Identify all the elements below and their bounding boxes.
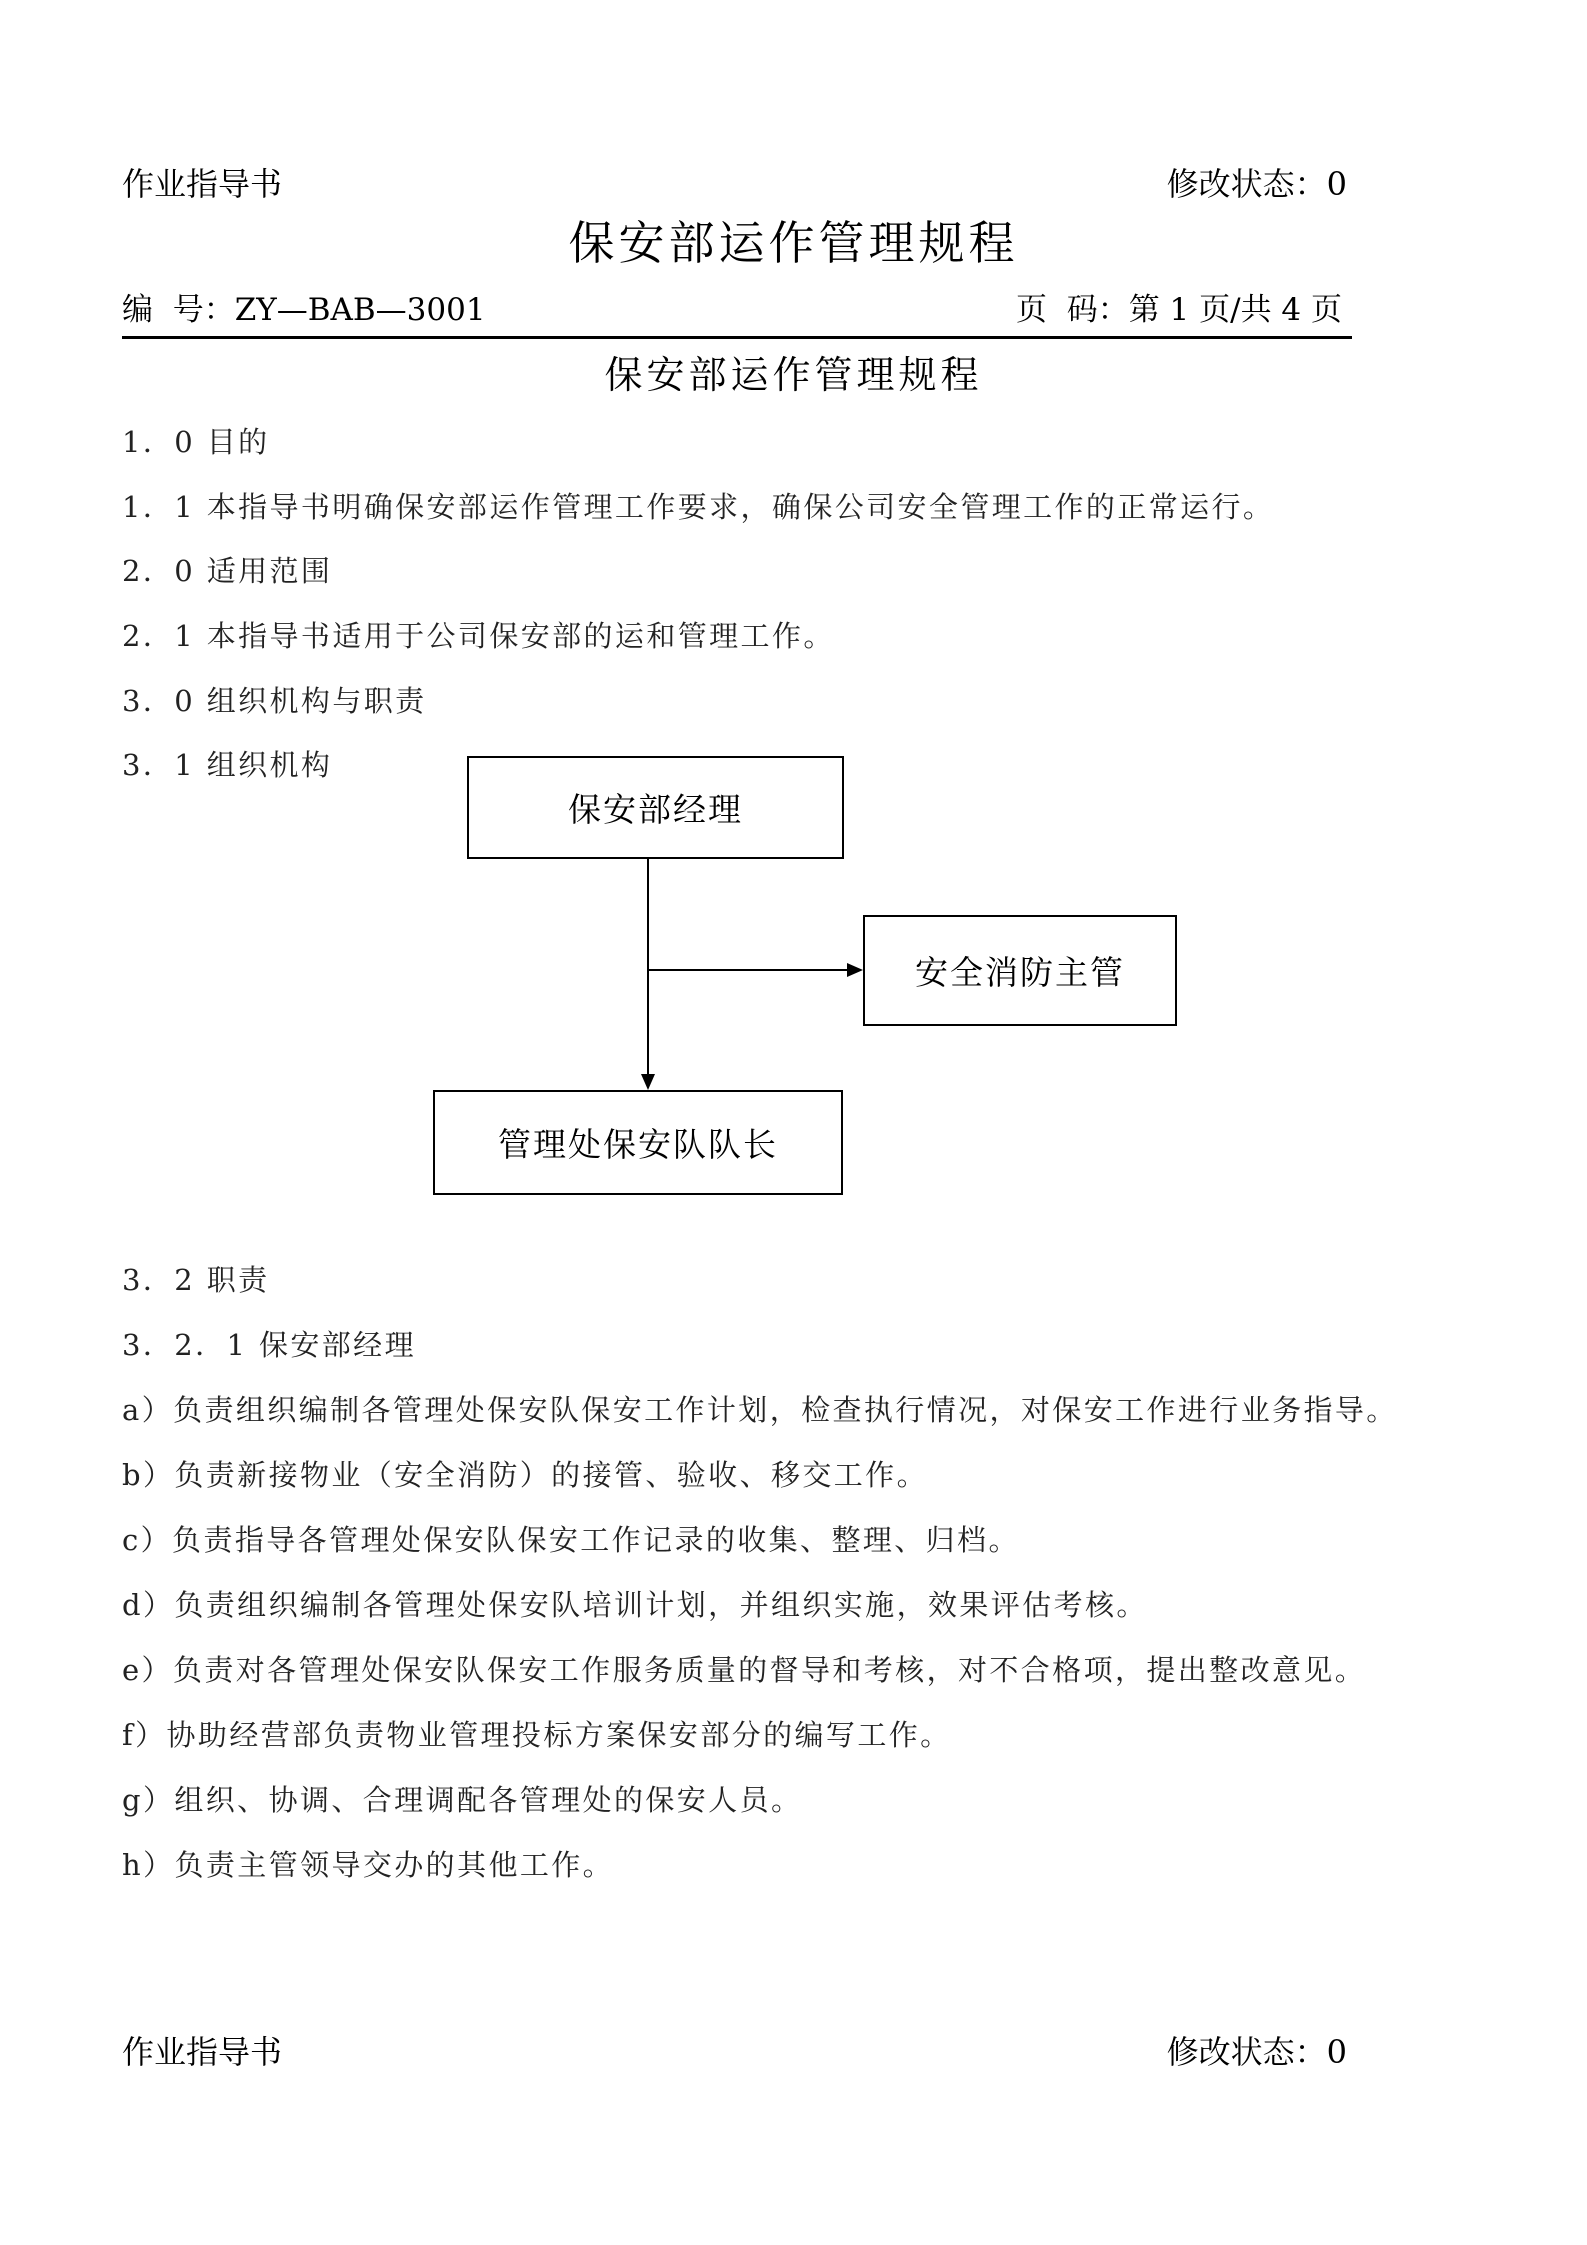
section-3-0: 3．0 组织机构与职责 [122,684,427,718]
duty-item-f: f）协助经营部负责物业管理投标方案保安部分的编写工作。 [122,1718,952,1752]
document-title: 保安部运作管理规程 [568,216,1019,270]
header-doc-type: 作业指导书 [122,165,283,203]
section-2-0: 2．0 适用范围 [122,554,333,588]
footer-revision-status: 修改状态：0 [1166,2033,1347,2071]
section-1-1: 1．1 本指导书明确保安部运作管理工作要求，确保公司安全管理工作的正常运行。 [122,490,1275,524]
duty-item-c: c）负责指导各管理处保安队保安工作记录的收集、整理、归档。 [122,1523,1020,1557]
org-box-label: 保安部经理 [568,790,743,829]
section-3-1: 3．1 组织机构 [122,748,333,782]
header-revision-status: 修改状态：0 [1166,165,1347,203]
section-3-2: 3．2 职责 [122,1263,270,1297]
section-3-2-1: 3．2．1 保安部经理 [122,1328,416,1362]
duty-item-e: e）负责对各管理处保安队保安工作服务质量的督导和考核，对不合格项，提出整改意见。 [122,1653,1367,1687]
footer-doc-type: 作业指导书 [122,2033,283,2071]
section-2-1: 2．1 本指导书适用于公司保安部的运和管理工作。 [122,619,835,653]
page-number: 页 码：第 1 页/共 4 页 [1015,292,1342,328]
section-1-0: 1．0 目的 [122,425,270,459]
document-code: 编 号：ZY—BAB—3001 [122,292,486,328]
duty-item-a: a）负责组织编制各管理处保安队保安工作计划，检查执行情况，对保安工作进行业务指导。 [122,1393,1398,1427]
duty-item-g: g）组织、协调、合理调配各管理处的保安人员。 [122,1783,803,1817]
arrow-down-icon [641,1074,655,1090]
connector-vertical [647,859,649,1074]
duty-item-d: d）负责组织编制各管理处保安队培训计划，并组织实施，效果评估考核。 [122,1588,1148,1622]
org-box-label: 安全消防主管 [915,953,1125,992]
connector-horizontal [647,969,847,971]
org-box-security-team-leader [433,1090,843,1195]
org-box-label: 管理处保安队队长 [498,1125,778,1164]
arrow-right-icon [847,963,863,977]
header-divider [122,336,1352,339]
section-title: 保安部运作管理规程 [604,353,983,397]
org-box-security-manager [467,756,844,859]
org-box-fire-safety-supervisor [863,915,1177,1026]
duty-item-h: h）负责主管领导交办的其他工作。 [122,1848,615,1882]
duty-item-b: b）负责新接物业（安全消防）的接管、验收、移交工作。 [122,1458,928,1492]
